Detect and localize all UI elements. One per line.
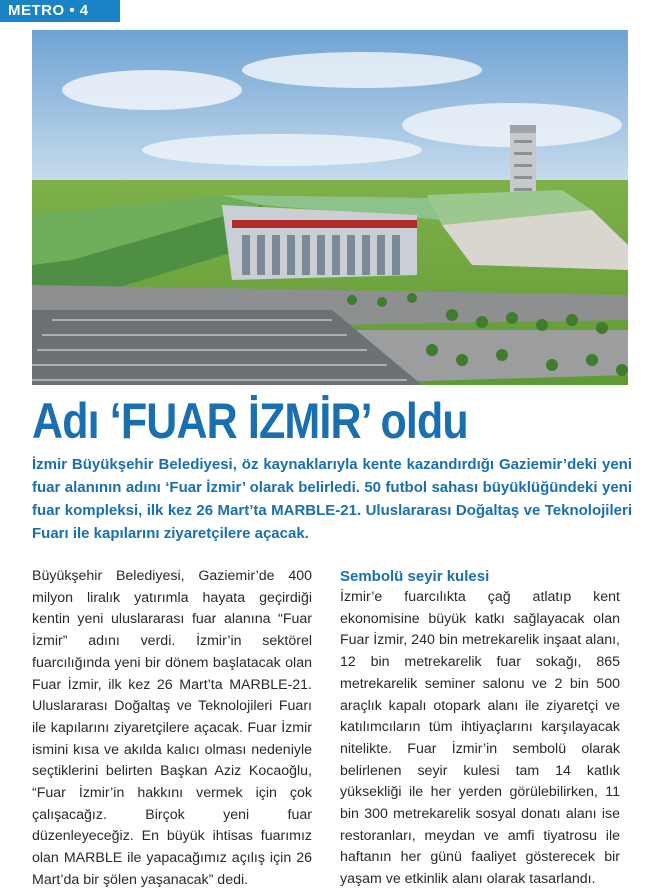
column-left bbox=[32, 566, 312, 892]
subheading: Sembolü seyir kulesi bbox=[340, 568, 490, 585]
body-text-left: Büyükşehir Belediyesi, Gaziemir’de 400 milyon liralık yatırımla hayata geçirdiği kentin yeni uluslararası fuar alanına “Fuar İzmir” adını verdi. İzmir’in sektörel fuarcılığında yeni bir dönem başlatacak olan Fuar İzmir, ilk kez 26 Mart’ta MARBLE-21. Uluslararası Doğaltaş ve Teknolojileri Fuarı ile kapılarını ziyaretçilere açacak. Fuar İzmir ismini kısa ve akılda kalıcı olması nedeniyle seçtiklerini belirten Başkan Aziz Kocaoğlu, “Fuar İzmir’in hakkını vermek için çok çalışacağız. Birçok yeni fuar düzenleyeceğiz. En büyük ihtisas fuarımız olan MARBLE ile yapacağımız açılış için 26 Mart’da bir şölen yaşanacak” dedi. bbox=[32, 568, 312, 888]
section-tab bbox=[0, 0, 120, 22]
hero-image bbox=[32, 30, 628, 385]
fairground-rendering bbox=[32, 30, 628, 385]
headline: Adı ‘FUAR İZMİR’ oldu bbox=[32, 393, 468, 449]
column-right bbox=[340, 566, 620, 891]
body-text-right: İzmir’e fuarcılıkta çağ atlatıp kent ekonomisine büyük katkı sağlayacak olan Fuar İzmir, 240 bin metrekarelik inşaat alanı, 12 bin metrekarelik fuar sokağı, 865 metrekarelik seminer salonu ve 2 bin 500 araçlık kapalı otopark alanı ile ziyaretçi ve katılımcıların tüm ihtiyaçlarını karşılayacak nitelikte. Fuar İzmir’in sembolü olarak belirlenen seyir kulesi tam 14 katlık yüksekliği ile her yerden görülebilirken, 11 bin 300 metrekarelik sosyal donatı alanı ise restoranları, meydan ve amfi tiyatrosu ile haftanın her günü faaliyet gösterecek bir yaşam ve etkinlik alanı olarak tasarlandı. bbox=[340, 589, 620, 888]
lead-paragraph: İzmir Büyükşehir Belediyesi, öz kaynaklarıyla kente kazandırdığı Gaziemir’deki yeni fuar alanının adını ‘Fuar İzmir’ olarak belirledi. 50 futbol sahası büyüklüğündeki yeni fuar kompleksi, ilk kez 26 Mart’ta MARBLE-21. Uluslararası Doğaltaş ve Teknolojileri Fuarı ile kapılarını ziyaretçilere açacak. bbox=[32, 456, 632, 542]
section-label: METRO • 4 bbox=[8, 2, 89, 19]
